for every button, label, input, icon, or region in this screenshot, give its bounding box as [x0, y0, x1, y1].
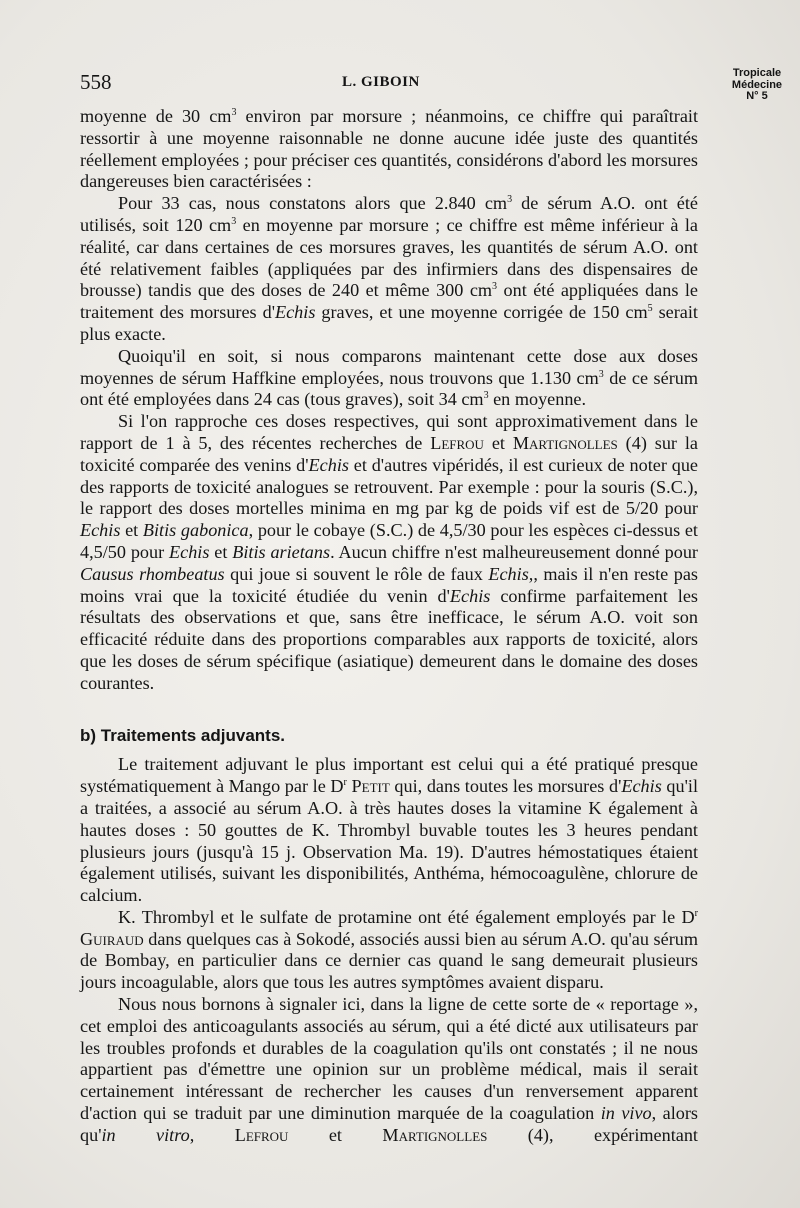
page-header — [80, 68, 800, 108]
paragraph-3: Quoiqu'il en soit, si nous comparons maintenant cette dose aux doses moyennes de sérum Haffkine employées, nous trouvons que 1.130 $cm^3$ de ce sérum ont été employées dans 24 cas (tous graves), soit 34 $cm^3$ en moyenne. — [80, 345, 698, 410]
paragraph-1: moyenne de 30 $cm^3$ environ par morsure ; néanmoins, ce chiffre qui paraîtrait ressortir à une moyenne raisonnable ne donne aucune idée juste des quantités réellement employées ; pour préciser ces quantités, considérons d'abord les morsures dangereuses bien caractérisées : — [80, 106, 698, 192]
page-number: 558 — [80, 70, 112, 94]
issue-number: N° 5 — [746, 90, 768, 102]
paragraph-7: Nous nous bornons à signaler ici, dans la ligne de cette sorte de « reportage », cet emploi des anticoagulants associés au sérum, qui a été dicté aux utilisateurs par les troubles profonds et durables de la coagulation qu'ils ont constatés ; il ne nous appartient pas d'émettre une opinion sur un problème médical, mais il serait certainement intéressant de rechercher les causes d'un renversement apparent d'action qui se traduit par une diminution marquée de la coagulation in vivo, alors qu'in vitro, Lefrou et Martignolles (4), expérimentant — [80, 994, 698, 1145]
paragraph-5: Le traitement adjuvant le plus important est celui qui a été pratiqué presque systématiquement à Mango par le $D^r$ Petit qui, dans toutes les morsures d'Echis qu'il a traitées, a associé au sérum A.O. à très hautes doses la vitamine K également à hautes doses : 50 gouttes de K. Thrombyl buvable toutes les 3 heures pendant plusieurs jours (jusqu'à 15 j. Observation Ma. 19). D'autres hémostatiques étaient également utilisés, suivant les disponibilités, Anthéma, hémocoagulène, chlorure de calcium. — [80, 754, 698, 906]
article-body — [80, 106, 698, 1147]
journal-name-line2: Médecine — [731, 78, 783, 91]
paragraph-6: K. Thrombyl et le sulfate de protamine ont été également employés par le $D^r$ Guiraud dans quelques cas à Sokodé, associés aussi bien au sérum A.O. qu'au sérum de Bombay, en particulier dans ce dernier cas quand le sang demeurait plusieurs jours incoagulable, alors que tous les autres symptômes avaient disparu. — [80, 906, 698, 993]
section-heading: b) Traitements adjuvants. — [80, 725, 285, 745]
journal-name-block — [714, 68, 800, 103]
running-head-author: L. GIBOIN — [342, 74, 420, 90]
paragraph-4: Si l'on rapproche ces doses respectives, qui sont approximativement dans le rapport de 1 à 5, des récentes recherches de Lefrou et Martignolles (4) sur la toxicité comparée des venins d'Echis et d'autres vipéridés, il est curieux de noter que des rapports de toxicité analogues se retrouvent. Par exemple : pour la souris (S.C.), le rapport des doses mortelles minima en mg par kg de poids vif est de 5/20 pour Echis et Bitis gabonica, pour le cobaye (S.C.) de 4,5/30 pour les espèces ci-dessus et 4,5/50 pour Echis et Bitis arietans. Aucun chiffre n'est malheureusement donné pour Causus rhombeatus qui joue si souvent le rôle de faux Echis,, mais il n'en reste pas moins vrai que la toxicité étudiée du venin d'Echis confirme parfaitement les résultats des observations et que, sans être inefficace, le sérum A.O. voit son efficacité réduite dans des proportions comparables aux rapports de toxicité, alors que les doses de sérum spécifique (asiatique) demeurent dans le domaine des doses courantes. — [80, 411, 699, 693]
journal-name-line1: Tropicale — [732, 67, 782, 79]
paragraph-2: Pour 33 cas, nous constatons alors que 2.840 $cm^3$ de sérum A.O. ont été utilisés, soit 120 $cm^3$ en moyenne par morsure ; ce chiffre est même inférieur à la réalité, car dans certaines de ces morsures graves, les quantités de sérum A.O. ont été relativement faibles (appliquées par des infirmiers dans des dispensaires de brousse) tandis que des doses de 240 et même 300 $cm^3$ ont été appliquées dans le traitement des morsures d'Echis graves, et une moyenne corrigée de 150 $cm^5$ serait plus exacte. — [80, 193, 698, 344]
